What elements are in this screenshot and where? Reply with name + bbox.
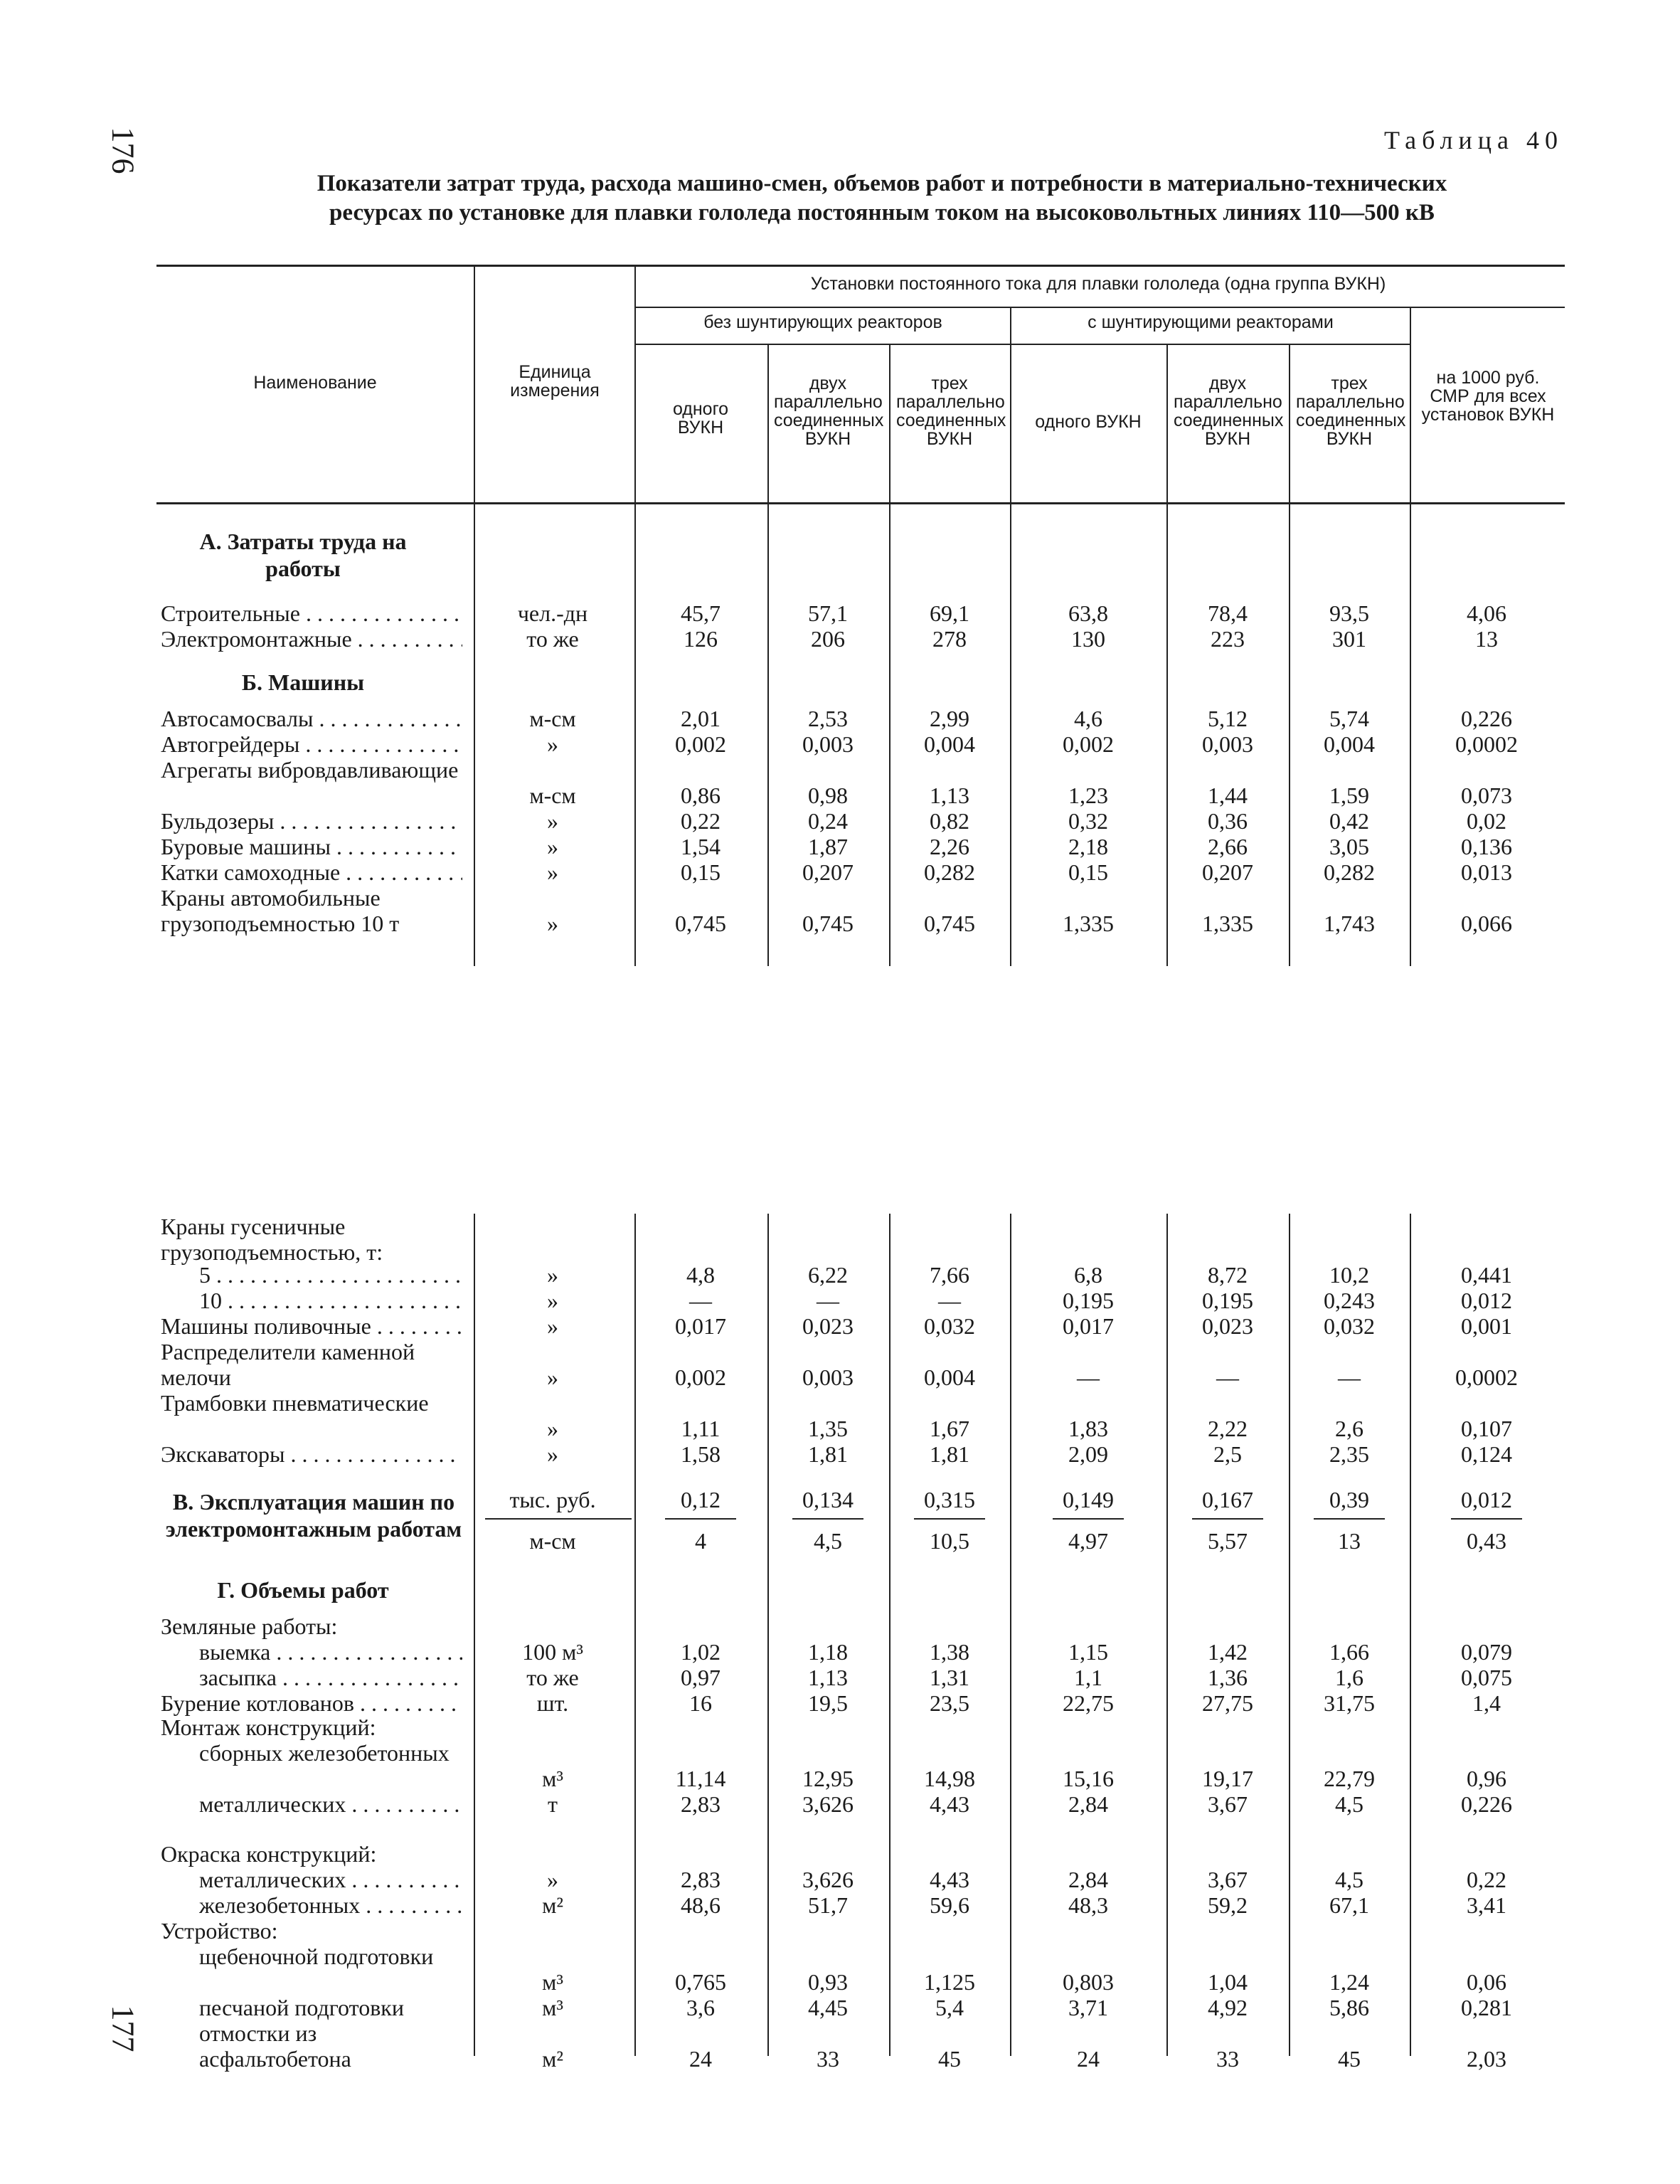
row-value-3: 0,82 xyxy=(930,808,969,834)
row-value-2: 51,7 xyxy=(808,1892,848,1918)
row-unit: 100 м³ xyxy=(522,1639,583,1665)
row-value-7: 0,0002 xyxy=(1455,731,1518,757)
row-value-3: 2,26 xyxy=(930,834,969,859)
row-value-7: 0,06 xyxy=(1467,1969,1506,1995)
row-value-6: 45 xyxy=(1338,2046,1361,2072)
row-value-5: 0,195 xyxy=(1202,1288,1253,1313)
row-value-4: 2,18 xyxy=(1068,834,1108,859)
row-value-4: 0,803 xyxy=(1063,1969,1114,1995)
row-value-5: 1,42 xyxy=(1208,1639,1248,1665)
row-name: Экскаваторы . . . xyxy=(161,1441,462,1468)
row-value-4: 130 xyxy=(1071,626,1105,652)
row-name: Бурение котлованов . . . xyxy=(161,1690,462,1717)
section-g-title: Г. Объемы работ xyxy=(217,1577,389,1603)
row-value-6: 0,42 xyxy=(1329,808,1369,834)
row-value-6: 4,5 xyxy=(1335,1791,1363,1817)
row-value-1: 0,86 xyxy=(681,783,721,808)
row-value-6: 10,2 xyxy=(1329,1262,1369,1288)
row-value-5: 59,2 xyxy=(1208,1892,1248,1918)
row-value-2: 3,626 xyxy=(802,1791,854,1817)
row-value-1: 0,97 xyxy=(681,1665,721,1690)
v-value-top-3: 0,315 xyxy=(924,1487,975,1512)
row-name: Агрегаты вибровдавливающие xyxy=(161,757,459,783)
row-unit: » xyxy=(547,1313,558,1339)
row-value-1: 0,017 xyxy=(675,1313,726,1339)
row-unit: то же xyxy=(526,1665,579,1690)
row-value-6: 0,032 xyxy=(1324,1313,1375,1339)
header-unit: Единица измерения xyxy=(510,362,600,401)
row-name: засыпка . . . xyxy=(199,1665,462,1691)
row-value-3: 1,81 xyxy=(930,1441,969,1467)
row-value-3: 4,43 xyxy=(930,1791,969,1817)
mounting-heading: Монтаж конструкций: xyxy=(161,1714,376,1740)
row-unit: » xyxy=(547,911,558,936)
row-value-6: 5,74 xyxy=(1329,706,1369,731)
row-name: Краны автомобильные грузоподъемностью 10 т xyxy=(161,885,400,936)
row-value-3: 0,004 xyxy=(924,731,975,757)
row-unit: м³ xyxy=(542,1995,563,2020)
row-value-5: 33 xyxy=(1216,2046,1239,2072)
row-value-6: 1,59 xyxy=(1329,783,1369,808)
v-value-bottom-2: 4,5 xyxy=(814,1528,842,1554)
row-value-5: 1,36 xyxy=(1208,1665,1248,1690)
row-value-5: 0,36 xyxy=(1208,808,1248,834)
painting-heading: Окраска конструкций: xyxy=(161,1841,377,1867)
row-value-3: 23,5 xyxy=(930,1690,969,1716)
earth-works-heading: Земляные работы: xyxy=(161,1613,338,1639)
section-a-title: А. Затраты труда на работы xyxy=(199,529,407,581)
row-value-5: 0,207 xyxy=(1202,859,1253,885)
v-value-bottom-4: 4,97 xyxy=(1068,1528,1108,1554)
v-unit-top: тыс. руб. xyxy=(509,1487,596,1512)
row-name: металлических . . . xyxy=(199,1867,462,1893)
row-value-7: 0,079 xyxy=(1461,1639,1512,1665)
row-value-4: 0,195 xyxy=(1063,1288,1114,1313)
page-number-top: 176 xyxy=(105,127,141,174)
row-value-7: 1,4 xyxy=(1472,1690,1501,1716)
row-unit: » xyxy=(547,1288,558,1313)
row-value-2: 1,87 xyxy=(808,834,848,859)
row-value-1: 4,8 xyxy=(686,1262,715,1288)
row-value-3: 1,67 xyxy=(930,1416,969,1441)
row-value-1: 48,6 xyxy=(681,1892,721,1918)
row-unit: шт. xyxy=(536,1690,569,1716)
row-value-6: 2,6 xyxy=(1335,1416,1363,1441)
row-value-4: 22,75 xyxy=(1063,1690,1114,1716)
row-value-7: 2,03 xyxy=(1467,2046,1506,2072)
row-value-5: 4,92 xyxy=(1208,1995,1248,2020)
row-value-1: 0,22 xyxy=(681,808,721,834)
row-value-2: 33 xyxy=(817,2046,839,2072)
row-value-1: 2,01 xyxy=(681,706,721,731)
row-value-7: 0,441 xyxy=(1461,1262,1512,1288)
header-c4: одного ВУКН xyxy=(1035,412,1142,432)
row-value-1: 45,7 xyxy=(681,600,721,626)
row-value-5: — xyxy=(1216,1364,1239,1390)
row-value-2: 0,003 xyxy=(802,1364,854,1390)
row-value-2: 6,22 xyxy=(808,1262,848,1288)
row-value-4: 0,017 xyxy=(1063,1313,1114,1339)
row-value-4: 24 xyxy=(1077,2046,1100,2072)
row-value-6: 67,1 xyxy=(1329,1892,1369,1918)
row-value-4: 2,84 xyxy=(1068,1791,1108,1817)
header-name: Наименование xyxy=(253,373,377,393)
row-value-1: 1,11 xyxy=(681,1416,721,1441)
row-unit: м-см xyxy=(529,706,576,731)
row-value-7: 0,136 xyxy=(1461,834,1512,859)
row-value-6: 1,66 xyxy=(1329,1639,1369,1665)
row-value-2: 0,003 xyxy=(802,731,854,757)
row-value-1: 24 xyxy=(689,2046,712,2072)
row-value-5: 223 xyxy=(1211,626,1245,652)
row-value-4: 1,15 xyxy=(1068,1639,1108,1665)
row-name: щебеночной подготовки xyxy=(199,1944,434,1969)
row-name: Строительные . . . xyxy=(161,600,462,627)
row-value-3: 7,66 xyxy=(930,1262,969,1288)
v-value-top-5: 0,167 xyxy=(1202,1487,1253,1512)
row-name: Электромонтажные . . . xyxy=(161,626,462,652)
row-value-7: 0,001 xyxy=(1461,1313,1512,1339)
row-value-3: 69,1 xyxy=(930,600,969,626)
row-unit: » xyxy=(547,859,558,885)
row-value-6: 1,743 xyxy=(1324,911,1375,936)
header-group-with: с шунтирующими реакторами xyxy=(1088,312,1334,332)
row-value-1: 11,14 xyxy=(675,1766,726,1791)
fraction-line xyxy=(792,1518,863,1520)
row-name: Автогрейдеры . . . xyxy=(161,731,462,758)
row-unit: т xyxy=(548,1791,558,1817)
row-value-4: 48,3 xyxy=(1068,1892,1108,1918)
row-value-3: 4,43 xyxy=(930,1867,969,1892)
fraction-line xyxy=(665,1518,736,1520)
row-value-4: 15,16 xyxy=(1063,1766,1114,1791)
row-value-3: 1,31 xyxy=(930,1665,969,1690)
row-value-6: 31,75 xyxy=(1324,1690,1375,1716)
table-title: Показатели затрат труда, расхода машино-смен, объемов работ и потребности в материально-технических ресурсах по установке для плавки гололеда постоянным током на высоковольтных линиях 110—500 кВ xyxy=(317,171,1447,226)
row-unit: чел.-дн xyxy=(517,600,588,626)
device-heading: Устройство: xyxy=(161,1918,278,1944)
row-value-7: 0,281 xyxy=(1461,1995,1512,2020)
row-unit: » xyxy=(547,834,558,859)
row-value-3: 45 xyxy=(938,2046,961,2072)
row-name: 10 . . . xyxy=(199,1288,462,1314)
row-value-7: 0,02 xyxy=(1467,808,1506,834)
row-unit: то же xyxy=(526,626,579,652)
header-group-top: Установки постоянного тока для плавки гололеда (одна группа ВУКН) xyxy=(810,274,1386,294)
row-value-4: 1,23 xyxy=(1068,783,1108,808)
section-v-title: В. Эксплуатация машин по электромонтажным работам xyxy=(165,1489,462,1542)
row-name: металлических . . . xyxy=(199,1791,462,1818)
row-name: Катки самоходные . . . xyxy=(161,859,462,886)
row-unit: м³ xyxy=(542,1969,563,1995)
row-value-5: 1,335 xyxy=(1202,911,1253,936)
row-value-2: 1,35 xyxy=(808,1416,848,1441)
row-unit: м² xyxy=(542,1892,563,1918)
row-value-1: 0,745 xyxy=(675,911,726,936)
row-value-2: 0,745 xyxy=(802,911,854,936)
row-value-6: 3,05 xyxy=(1329,834,1369,859)
row-value-5: 2,5 xyxy=(1213,1441,1242,1467)
row-value-4: 3,71 xyxy=(1068,1995,1108,2020)
table-label: Таблица 40 xyxy=(1384,126,1563,154)
row-unit: м² xyxy=(542,2046,563,2072)
row-value-7: 4,06 xyxy=(1467,600,1506,626)
row-value-7: 0,226 xyxy=(1461,1791,1512,1817)
row-name: отмостки из асфальтобетона xyxy=(199,2020,351,2072)
v-value-top-4: 0,149 xyxy=(1063,1487,1114,1512)
row-value-7: 0,066 xyxy=(1461,911,1512,936)
row-name: Трамбовки пневматические xyxy=(161,1390,429,1416)
row-value-3: — xyxy=(938,1288,961,1313)
row-value-6: 1,6 xyxy=(1335,1665,1363,1690)
row-value-3: 0,282 xyxy=(924,859,975,885)
row-value-5: 2,66 xyxy=(1208,834,1248,859)
row-value-2: 57,1 xyxy=(808,600,848,626)
row-value-5: 27,75 xyxy=(1202,1690,1253,1716)
row-value-2: 12,95 xyxy=(802,1766,854,1791)
header-c6: трех параллельно соединенных ВУКН xyxy=(1296,373,1406,449)
row-value-1: 3,6 xyxy=(686,1995,715,2020)
row-value-2: 1,18 xyxy=(808,1639,848,1665)
row-name: Бульдозеры . . . xyxy=(161,808,462,834)
row-name: Автосамосвалы . . . xyxy=(161,706,462,732)
row-value-7: 0,124 xyxy=(1461,1441,1512,1467)
row-value-6: 5,86 xyxy=(1329,1995,1369,2020)
row-name: Буровые машины . . . xyxy=(161,834,462,860)
row-value-3: 59,6 xyxy=(930,1892,969,1918)
row-value-1: 2,83 xyxy=(681,1791,721,1817)
v-value-bottom-1: 4 xyxy=(695,1528,706,1554)
row-value-7: 0,107 xyxy=(1461,1416,1512,1441)
row-value-7: 0,22 xyxy=(1467,1867,1506,1892)
row-unit: » xyxy=(547,1262,558,1288)
row-value-5: 19,17 xyxy=(1202,1766,1253,1791)
row-value-1: 1,54 xyxy=(681,834,721,859)
row-name: выемка . . . xyxy=(199,1639,462,1665)
v-value-top-6: 0,39 xyxy=(1329,1487,1369,1512)
row-value-7: 3,41 xyxy=(1467,1892,1506,1918)
row-value-2: 0,207 xyxy=(802,859,854,885)
row-value-5: 8,72 xyxy=(1208,1262,1248,1288)
row-value-5: 78,4 xyxy=(1208,600,1248,626)
row-value-6: 4,5 xyxy=(1335,1867,1363,1892)
row-value-5: 0,023 xyxy=(1202,1313,1253,1339)
v-value-bottom-6: 13 xyxy=(1338,1528,1361,1554)
row-value-5: 3,67 xyxy=(1208,1791,1248,1817)
row-value-2: 3,626 xyxy=(802,1867,854,1892)
row-value-6: — xyxy=(1338,1364,1361,1390)
row-value-3: 0,032 xyxy=(924,1313,975,1339)
row-value-6: 301 xyxy=(1332,626,1366,652)
row-value-4: — xyxy=(1077,1364,1100,1390)
row-value-4: 1,1 xyxy=(1074,1665,1102,1690)
v-value-top-7: 0,012 xyxy=(1461,1487,1512,1512)
section-b-title: Б. Машины xyxy=(241,669,365,695)
row-unit: м³ xyxy=(542,1766,563,1791)
row-value-2: 1,13 xyxy=(808,1665,848,1690)
v-value-top-2: 0,134 xyxy=(802,1487,854,1512)
row-value-5: 5,12 xyxy=(1208,706,1248,731)
v-value-bottom-5: 5,57 xyxy=(1208,1528,1248,1554)
row-value-4: 2,09 xyxy=(1068,1441,1108,1467)
row-value-7: 0,073 xyxy=(1461,783,1512,808)
row-value-3: 2,99 xyxy=(930,706,969,731)
row-value-1: — xyxy=(689,1288,712,1313)
row-unit: » xyxy=(547,1867,558,1892)
row-unit: м-см xyxy=(529,783,576,808)
row-value-5: 2,22 xyxy=(1208,1416,1248,1441)
row-name: железобетонных . . . xyxy=(199,1892,462,1919)
fraction-line xyxy=(1053,1518,1124,1520)
row-value-4: 0,32 xyxy=(1068,808,1108,834)
row-value-2: 4,45 xyxy=(808,1995,848,2020)
row-value-1: 0,002 xyxy=(675,731,726,757)
row-value-2: 0,98 xyxy=(808,783,848,808)
v-value-top-1: 0,12 xyxy=(681,1487,721,1512)
row-value-6: 1,24 xyxy=(1329,1969,1369,1995)
row-name: сборных железобетонных xyxy=(199,1740,450,1766)
row-value-6: 93,5 xyxy=(1329,600,1369,626)
row-value-1: 1,02 xyxy=(681,1639,721,1665)
row-value-4: 2,84 xyxy=(1068,1867,1108,1892)
v-value-bottom-7: 0,43 xyxy=(1467,1528,1506,1554)
v-value-bottom-3: 10,5 xyxy=(930,1528,969,1554)
row-value-4: 6,8 xyxy=(1074,1262,1102,1288)
row-unit: » xyxy=(547,808,558,834)
row-value-5: 1,44 xyxy=(1208,783,1248,808)
row-value-3: 1,13 xyxy=(930,783,969,808)
row-value-2: 1,81 xyxy=(808,1441,848,1467)
row-value-6: 0,243 xyxy=(1324,1288,1375,1313)
row-value-7: 0,226 xyxy=(1461,706,1512,731)
row-value-2: 2,53 xyxy=(808,706,848,731)
row-value-7: 13 xyxy=(1475,626,1498,652)
row-value-5: 0,003 xyxy=(1202,731,1253,757)
row-value-2: — xyxy=(817,1288,839,1313)
header-c5: двух параллельно соединенных ВУКН xyxy=(1174,373,1284,449)
row-value-6: 2,35 xyxy=(1329,1441,1369,1467)
row-value-4: 1,335 xyxy=(1063,911,1114,936)
row-value-4: 1,83 xyxy=(1068,1416,1108,1441)
cranes-caterpillar-heading: Краны гусеничные грузоподъемностью, т: xyxy=(161,1214,383,1265)
row-value-3: 1,38 xyxy=(930,1639,969,1665)
row-value-4: 0,15 xyxy=(1068,859,1108,885)
row-value-2: 0,023 xyxy=(802,1313,854,1339)
row-value-1: 126 xyxy=(684,626,718,652)
row-name: 5 . . . xyxy=(199,1262,462,1288)
header-c1: одного ВУКН xyxy=(672,399,729,438)
row-name: Машины поливочные . . . xyxy=(161,1313,462,1340)
row-value-3: 0,004 xyxy=(924,1364,975,1390)
row-value-2: 206 xyxy=(811,626,845,652)
v-unit-bottom: м-см xyxy=(529,1528,576,1554)
row-value-4: 63,8 xyxy=(1068,600,1108,626)
row-name: песчаной подготовки xyxy=(199,1995,404,2020)
row-value-2: 0,93 xyxy=(808,1969,848,1995)
row-value-4: 0,002 xyxy=(1063,731,1114,757)
header-group-without: без шунтирующих реакторов xyxy=(703,312,942,332)
row-value-3: 14,98 xyxy=(924,1766,975,1791)
row-name: Распределители каменной мелочи xyxy=(161,1339,415,1390)
row-unit: » xyxy=(547,1364,558,1390)
row-value-1: 0,002 xyxy=(675,1364,726,1390)
header-c2: двух параллельно соединенных ВУКН xyxy=(774,373,884,449)
row-value-6: 0,282 xyxy=(1324,859,1375,885)
row-value-1: 0,765 xyxy=(675,1969,726,1995)
row-value-1: 0,15 xyxy=(681,859,721,885)
row-value-7: 0,075 xyxy=(1461,1665,1512,1690)
row-value-6: 0,004 xyxy=(1324,731,1375,757)
row-value-3: 5,4 xyxy=(935,1995,964,2020)
row-value-7: 0,013 xyxy=(1461,859,1512,885)
fraction-line xyxy=(1192,1518,1263,1520)
row-value-2: 0,24 xyxy=(808,808,848,834)
row-value-4: 4,6 xyxy=(1074,706,1102,731)
fraction-line xyxy=(1451,1518,1522,1520)
row-unit: » xyxy=(547,1416,558,1441)
row-value-1: 16 xyxy=(689,1690,712,1716)
row-value-5: 1,04 xyxy=(1208,1969,1248,1995)
page-number-bottom: 177 xyxy=(105,2005,141,2052)
row-value-7: 0,96 xyxy=(1467,1766,1506,1791)
row-unit: » xyxy=(547,1441,558,1467)
row-value-1: 1,58 xyxy=(681,1441,721,1467)
row-value-6: 22,79 xyxy=(1324,1766,1375,1791)
row-value-2: 19,5 xyxy=(808,1690,848,1716)
header-c7: на 1000 руб. СМР для всех установок ВУКН xyxy=(1421,368,1555,425)
row-value-3: 1,125 xyxy=(924,1969,975,1995)
row-value-7: 0,0002 xyxy=(1455,1364,1518,1390)
fraction-line xyxy=(1314,1518,1385,1520)
row-value-7: 0,012 xyxy=(1461,1288,1512,1313)
row-unit: » xyxy=(547,731,558,757)
row-value-5: 3,67 xyxy=(1208,1867,1248,1892)
row-value-3: 0,745 xyxy=(924,911,975,936)
row-value-3: 278 xyxy=(932,626,967,652)
row-value-1: 2,83 xyxy=(681,1867,721,1892)
fraction-line xyxy=(914,1518,985,1520)
header-c3: трех параллельно соединенных ВУКН xyxy=(896,373,1006,449)
